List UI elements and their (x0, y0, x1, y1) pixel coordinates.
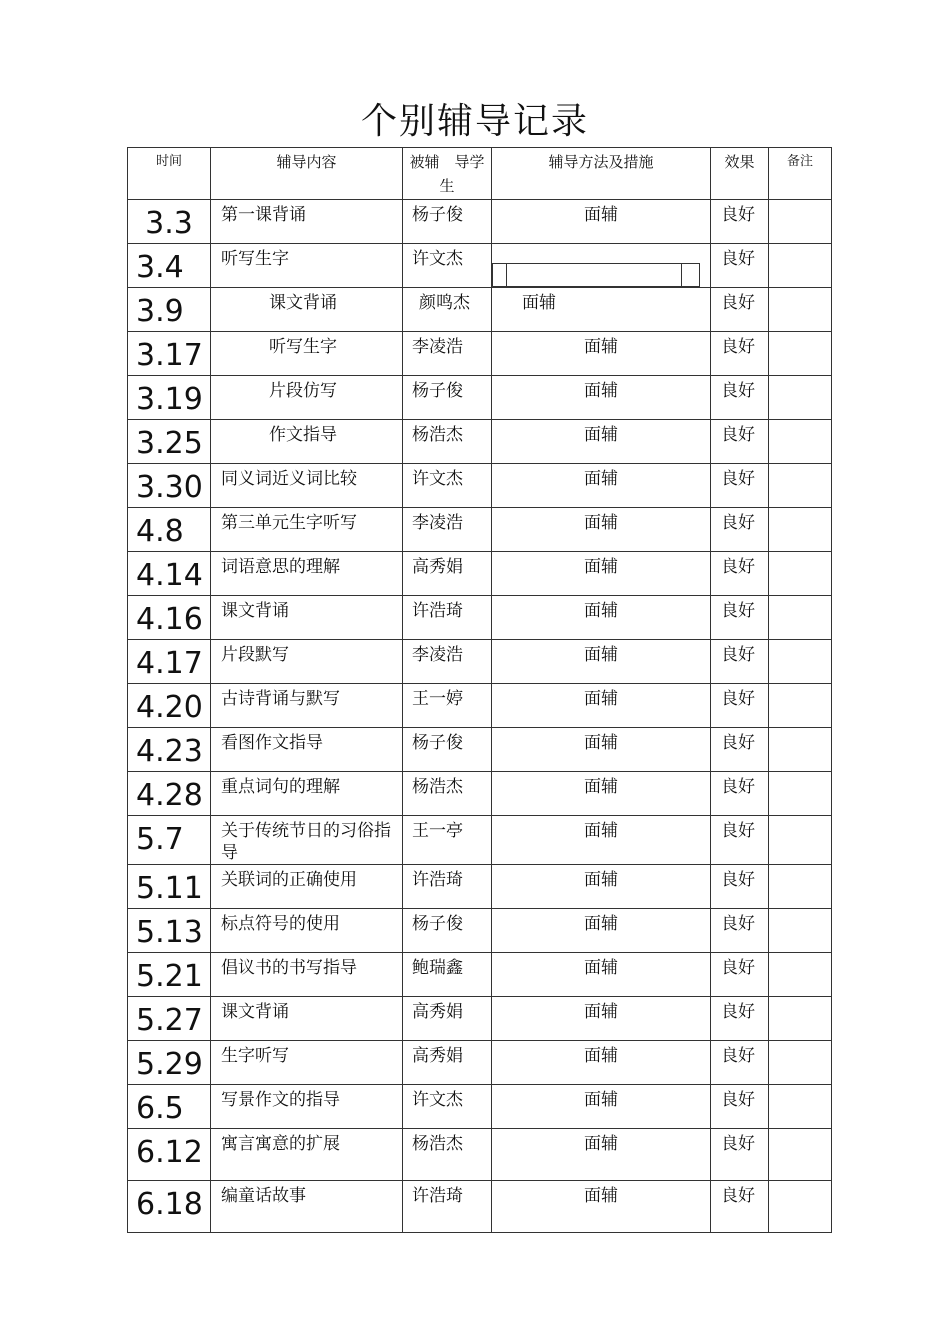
cell-method (492, 244, 711, 288)
cell-student: 杨子俊 (403, 909, 492, 953)
cell-remark (769, 816, 832, 865)
tutoring-record-table (127, 147, 832, 1233)
cell-effect: 良好 (711, 1129, 769, 1181)
cell-remark (769, 464, 832, 508)
cell-student: 李凌浩 (403, 332, 492, 376)
cell-remark (769, 728, 832, 772)
table-row (128, 332, 832, 376)
box-divider (506, 264, 507, 286)
cell-effect: 良好 (711, 332, 769, 376)
cell-date: 5.21 (128, 953, 211, 997)
table-row (128, 909, 832, 953)
cell-effect: 良好 (711, 953, 769, 997)
table-header-row (128, 148, 832, 200)
cell-date: 3.30 (128, 464, 211, 508)
cell-date: 4.23 (128, 728, 211, 772)
cell-date: 5.13 (128, 909, 211, 953)
cell-content: 听写生字 (211, 244, 403, 288)
cell-student: 杨子俊 (403, 200, 492, 244)
table-row (128, 200, 832, 244)
cell-content: 写景作文的指导 (211, 1085, 403, 1129)
table-row (128, 1129, 832, 1181)
cell-date: 4.16 (128, 596, 211, 640)
cell-remark (769, 332, 832, 376)
cell-effect: 良好 (711, 1181, 769, 1233)
cell-effect: 良好 (711, 200, 769, 244)
box-divider (681, 264, 682, 286)
cell-method: 面辅 (492, 332, 711, 376)
page-title: 个别辅导记录 (360, 101, 589, 142)
cell-content: 片段仿写 (211, 376, 403, 420)
table-row (128, 508, 832, 552)
cell-method: 面辅 (492, 464, 711, 508)
cell-student: 高秀娟 (403, 1041, 492, 1085)
cell-date: 4.28 (128, 772, 211, 816)
table-row (128, 772, 832, 816)
cell-content: 课文背诵 (211, 288, 403, 332)
cell-content: 倡议书的书写指导 (211, 953, 403, 997)
cell-effect: 良好 (711, 1085, 769, 1129)
cell-student: 杨浩杰 (403, 1129, 492, 1181)
cell-method: 面辅 (492, 376, 711, 420)
cell-date: 3.4 (128, 244, 211, 288)
table-row (128, 953, 832, 997)
cell-student: 王一婷 (403, 684, 492, 728)
cell-method: 面辅 (492, 1085, 711, 1129)
cell-date: 5.29 (128, 1041, 211, 1085)
cell-method: 面辅 (492, 288, 711, 332)
table-row (128, 728, 832, 772)
cell-date: 3.3 (128, 200, 211, 244)
cell-remark (769, 244, 832, 288)
cell-student: 王一亭 (403, 816, 492, 865)
header-time: 时间 (128, 148, 211, 200)
table-row (128, 640, 832, 684)
cell-remark (769, 200, 832, 244)
cell-method: 面辅 (492, 552, 711, 596)
cell-date: 3.25 (128, 420, 211, 464)
cell-student: 颜鸣杰 (403, 288, 492, 332)
cell-student: 杨浩杰 (403, 772, 492, 816)
table-row (128, 1085, 832, 1129)
cell-student: 许浩琦 (403, 865, 492, 909)
cell-method: 面辅 (492, 1041, 711, 1085)
cell-effect: 良好 (711, 596, 769, 640)
table-row (128, 552, 832, 596)
cell-remark (769, 596, 832, 640)
cell-remark (769, 420, 832, 464)
cell-content: 标点符号的使用 (211, 909, 403, 953)
table-row (128, 1041, 832, 1085)
cell-remark (769, 508, 832, 552)
header-student: 被辅 导学生 (403, 148, 492, 200)
cell-student: 许文杰 (403, 1085, 492, 1129)
cell-effect: 良好 (711, 508, 769, 552)
cell-date: 3.17 (128, 332, 211, 376)
cell-date: 6.12 (128, 1129, 211, 1181)
cell-content: 片段默写 (211, 640, 403, 684)
cell-student: 杨子俊 (403, 728, 492, 772)
cell-student: 李凌浩 (403, 640, 492, 684)
cell-content: 同义词近义词比较 (211, 464, 403, 508)
cell-method: 面辅 (492, 200, 711, 244)
cell-method: 面辅 (492, 1129, 711, 1181)
empty-form-box (492, 263, 700, 287)
cell-remark (769, 865, 832, 909)
cell-method: 面辅 (492, 420, 711, 464)
cell-method: 面辅 (492, 816, 711, 865)
cell-date: 4.8 (128, 508, 211, 552)
cell-student: 杨子俊 (403, 376, 492, 420)
cell-content: 关于传统节日的习俗指导 (211, 816, 403, 865)
cell-content: 课文背诵 (211, 596, 403, 640)
cell-date: 5.11 (128, 865, 211, 909)
cell-content: 第一课背诵 (211, 200, 403, 244)
cell-remark (769, 997, 832, 1041)
cell-method: 面辅 (492, 728, 711, 772)
cell-content: 作文指导 (211, 420, 403, 464)
cell-remark (769, 640, 832, 684)
cell-student: 高秀娟 (403, 552, 492, 596)
cell-date: 4.17 (128, 640, 211, 684)
cell-student: 高秀娟 (403, 997, 492, 1041)
cell-remark (769, 1085, 832, 1129)
cell-student: 许文杰 (403, 244, 492, 288)
cell-method: 面辅 (492, 1181, 711, 1233)
cell-date: 6.18 (128, 1181, 211, 1233)
cell-effect: 良好 (711, 640, 769, 684)
cell-content: 古诗背诵与默写 (211, 684, 403, 728)
cell-content: 关联词的正确使用 (211, 865, 403, 909)
cell-effect: 良好 (711, 997, 769, 1041)
header-remark: 备注 (769, 148, 832, 200)
cell-method: 面辅 (492, 684, 711, 728)
cell-date: 4.14 (128, 552, 211, 596)
cell-date: 5.27 (128, 997, 211, 1041)
cell-student: 许文杰 (403, 464, 492, 508)
cell-remark (769, 684, 832, 728)
cell-remark (769, 1041, 832, 1085)
header-method: 辅导方法及措施 (492, 148, 711, 200)
cell-date: 5.7 (128, 816, 211, 865)
table-row (128, 244, 832, 288)
cell-student: 杨浩杰 (403, 420, 492, 464)
table-row (128, 288, 832, 332)
table-row (128, 464, 832, 508)
table-row (128, 596, 832, 640)
cell-method: 面辅 (492, 953, 711, 997)
cell-content: 寓言寓意的扩展 (211, 1129, 403, 1181)
cell-method: 面辅 (492, 508, 711, 552)
cell-remark (769, 772, 832, 816)
cell-remark (769, 1129, 832, 1181)
cell-student: 鲍瑞鑫 (403, 953, 492, 997)
cell-content: 第三单元生字听写 (211, 508, 403, 552)
table-row (128, 997, 832, 1041)
cell-method: 面辅 (492, 772, 711, 816)
cell-remark (769, 552, 832, 596)
cell-effect: 良好 (711, 772, 769, 816)
cell-effect: 良好 (711, 865, 769, 909)
cell-effect: 良好 (711, 244, 769, 288)
cell-method: 面辅 (492, 997, 711, 1041)
cell-effect: 良好 (711, 1041, 769, 1085)
table-row (128, 420, 832, 464)
cell-student: 许浩琦 (403, 1181, 492, 1233)
cell-date: 6.5 (128, 1085, 211, 1129)
header-content: 辅导内容 (211, 148, 403, 200)
cell-content: 词语意思的理解 (211, 552, 403, 596)
cell-content: 重点词句的理解 (211, 772, 403, 816)
cell-effect: 良好 (711, 684, 769, 728)
table-row (128, 816, 832, 865)
cell-remark (769, 1181, 832, 1233)
table-row (128, 684, 832, 728)
cell-effect: 良好 (711, 376, 769, 420)
cell-content: 听写生字 (211, 332, 403, 376)
cell-date: 4.20 (128, 684, 211, 728)
cell-content: 课文背诵 (211, 997, 403, 1041)
cell-student: 许浩琦 (403, 596, 492, 640)
cell-content: 生字听写 (211, 1041, 403, 1085)
table-row (128, 1181, 832, 1233)
cell-remark (769, 376, 832, 420)
cell-content: 看图作文指导 (211, 728, 403, 772)
cell-method: 面辅 (492, 865, 711, 909)
cell-effect: 良好 (711, 464, 769, 508)
cell-content: 编童话故事 (211, 1181, 403, 1233)
cell-effect: 良好 (711, 816, 769, 865)
cell-method: 面辅 (492, 640, 711, 684)
header-effect: 效果 (711, 148, 769, 200)
cell-remark (769, 953, 832, 997)
cell-method: 面辅 (492, 596, 711, 640)
cell-remark (769, 288, 832, 332)
cell-remark (769, 909, 832, 953)
cell-date: 3.9 (128, 288, 211, 332)
cell-effect: 良好 (711, 552, 769, 596)
table-row (128, 865, 832, 909)
cell-method: 面辅 (492, 909, 711, 953)
cell-effect: 良好 (711, 909, 769, 953)
cell-student: 李凌浩 (403, 508, 492, 552)
cell-effect: 良好 (711, 420, 769, 464)
table-row (128, 376, 832, 420)
cell-date: 3.19 (128, 376, 211, 420)
cell-effect: 良好 (711, 728, 769, 772)
cell-effect: 良好 (711, 288, 769, 332)
